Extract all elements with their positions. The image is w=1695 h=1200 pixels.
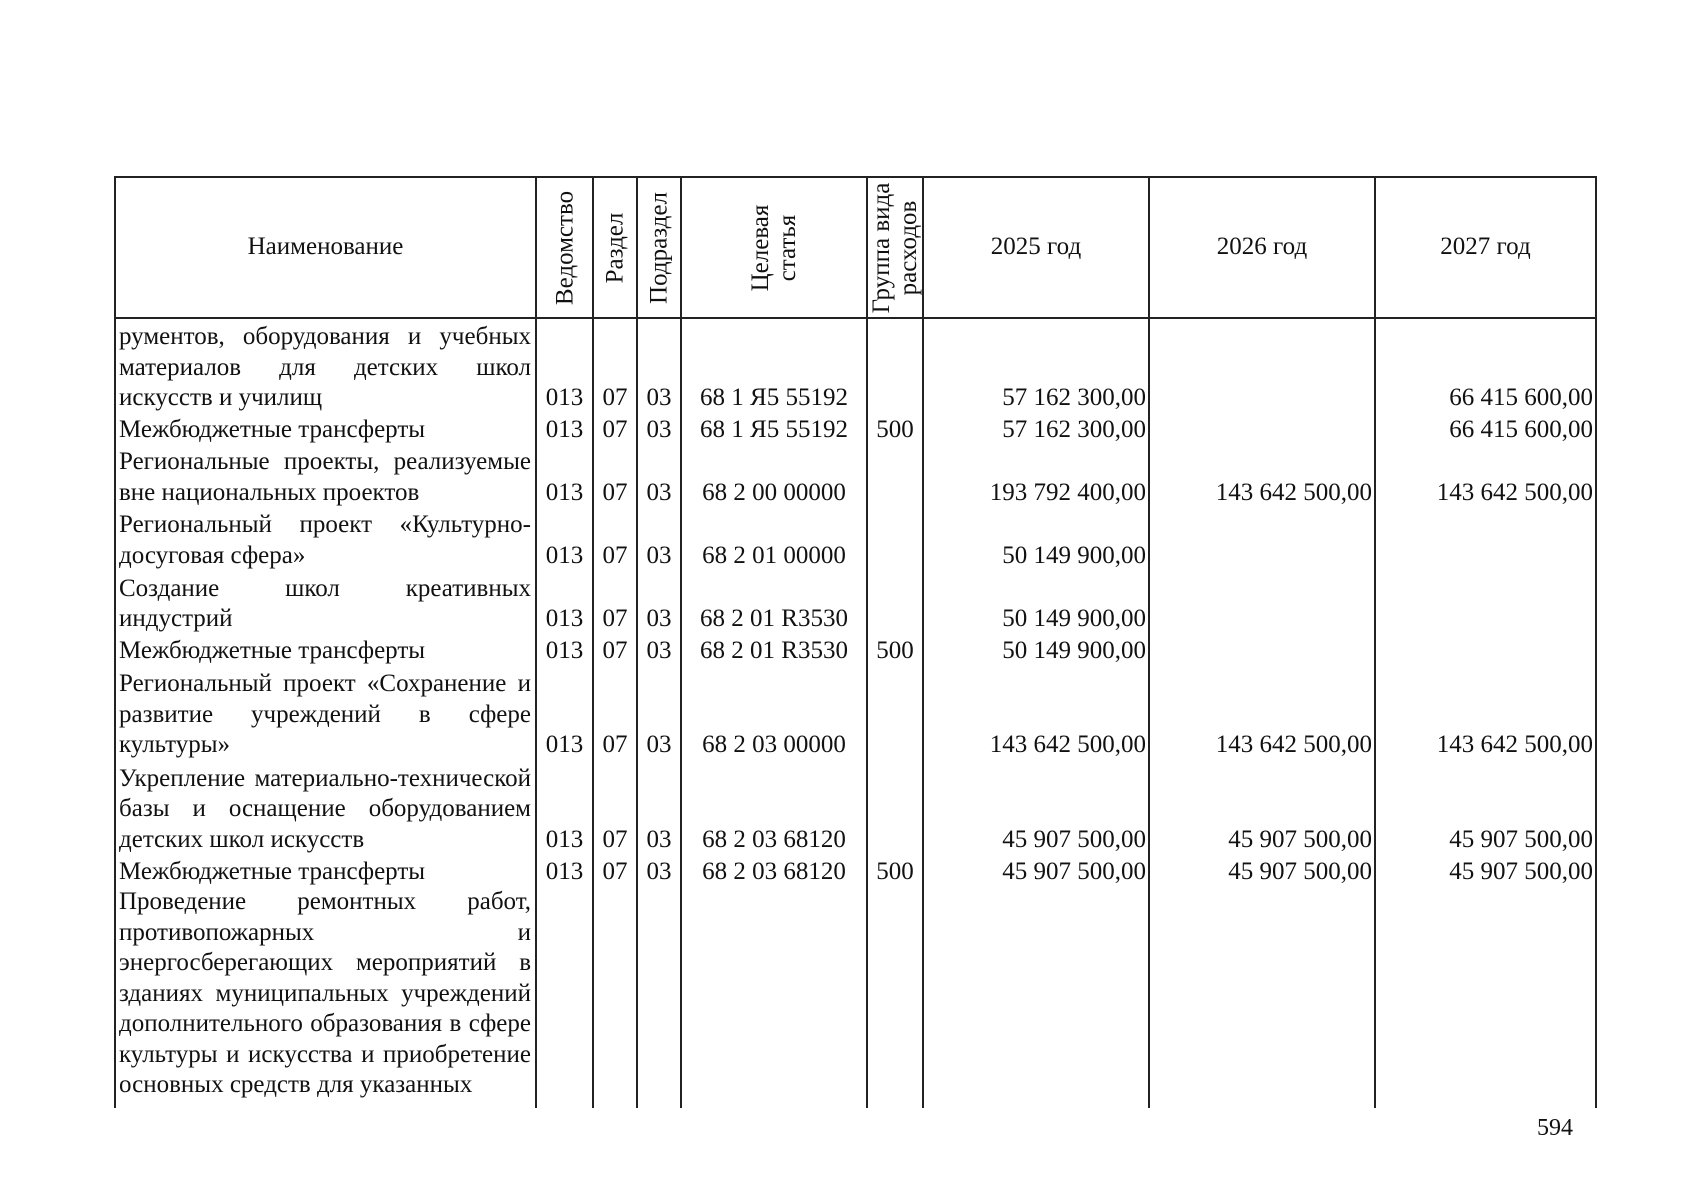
row-podrazdel-cell [637, 887, 681, 1108]
row-2026-cell [1149, 414, 1375, 446]
row-expense-group-cell: 500 [867, 855, 923, 887]
row-2025-cell: 50 149 900,00 [923, 635, 1149, 667]
row-razdel-cell [593, 887, 637, 1108]
header-2027: 2027 год [1375, 177, 1596, 318]
row-podrazdel-cell: 03 [637, 571, 681, 634]
row-2025-cell: 45 907 500,00 [923, 761, 1149, 856]
header-2025: 2025 год [923, 177, 1149, 318]
row-name-cell: Создание школ креативных индустрий [115, 571, 536, 634]
table-row [115, 508, 1596, 571]
row-2027-cell [1375, 635, 1596, 667]
header-2026: 2026 год [1149, 177, 1375, 318]
row-name-cell: Межбюджетные трансферты [115, 855, 536, 887]
row-2027-cell [1375, 508, 1596, 571]
row-2027-cell: 45 907 500,00 [1375, 761, 1596, 856]
row-2027-cell: 66 415 600,00 [1375, 318, 1596, 414]
row-target-article-cell: 68 1 Я5 55192 [681, 414, 867, 446]
row-2025-cell: 57 162 300,00 [923, 414, 1149, 446]
row-2026-cell [1149, 508, 1375, 571]
row-expense-group-cell [867, 508, 923, 571]
row-name-cell: Межбюджетные трансферты [115, 635, 536, 667]
row-razdel-cell: 07 [593, 761, 637, 856]
header-vedomstvo: Ведомство [536, 177, 593, 318]
row-vedomstvo-cell [536, 887, 593, 1108]
table-row [115, 666, 1596, 761]
row-2027-cell: 143 642 500,00 [1375, 445, 1596, 508]
row-name-cell: Региональный проект «Сохранение и развитие учреждений в сфере культуры» [115, 666, 536, 761]
row-2027-cell [1375, 887, 1596, 1108]
row-vedomstvo-cell: 013 [536, 761, 593, 856]
row-vedomstvo-cell: 013 [536, 318, 593, 414]
row-target-article-cell: 68 1 Я5 55192 [681, 318, 867, 414]
row-expense-group-cell [867, 887, 923, 1108]
row-name-cell: Проведение ремонтных работ, противопожарных и энергосберегающих мероприятий в зданиях муниципальных учреждений дополнительного образования в сфере культуры и искусства и приобретение основных средств для указанных [115, 887, 536, 1108]
row-name-cell: Региональный проект «Культурно-досуговая сфера» [115, 508, 536, 571]
row-target-article-cell: 68 2 03 68120 [681, 761, 867, 856]
row-target-article-cell: 68 2 03 68120 [681, 855, 867, 887]
row-target-article-cell: 68 2 00 00000 [681, 445, 867, 508]
row-name-cell: Укрепление материально-технической базы и оснащение оборудованием детских школ искусств [115, 761, 536, 856]
row-2025-cell: 57 162 300,00 [923, 318, 1149, 414]
row-vedomstvo-cell: 013 [536, 635, 593, 667]
row-razdel-cell: 07 [593, 635, 637, 667]
row-2026-cell [1149, 571, 1375, 634]
row-razdel-cell: 07 [593, 666, 637, 761]
table-row [115, 445, 1596, 508]
row-name-cell: рументов, оборудования и учебных материалов для детских школ искусств и училищ [115, 318, 536, 414]
row-2026-cell [1149, 635, 1375, 667]
row-2025-cell [923, 887, 1149, 1108]
row-2026-cell [1149, 887, 1375, 1108]
table-row [115, 635, 1596, 667]
budget-table [114, 176, 1597, 1108]
table-row [115, 571, 1596, 634]
row-target-article-cell: 68 2 01 00000 [681, 508, 867, 571]
row-expense-group-cell [867, 761, 923, 856]
row-target-article-cell: 68 2 01 R3530 [681, 571, 867, 634]
header-expense-group: Группа вида расходов [867, 177, 923, 318]
header-razdel: Раздел [593, 177, 637, 318]
row-vedomstvo-cell: 013 [536, 445, 593, 508]
header-row [115, 177, 1596, 318]
row-razdel-cell: 07 [593, 414, 637, 446]
row-razdel-cell: 07 [593, 445, 637, 508]
row-vedomstvo-cell: 013 [536, 414, 593, 446]
row-vedomstvo-cell: 013 [536, 508, 593, 571]
row-2026-cell: 143 642 500,00 [1149, 445, 1375, 508]
row-expense-group-cell [867, 318, 923, 414]
table-row [115, 761, 1596, 856]
row-2026-cell: 45 907 500,00 [1149, 855, 1375, 887]
row-target-article-cell [681, 887, 867, 1108]
row-podrazdel-cell: 03 [637, 414, 681, 446]
row-expense-group-cell: 500 [867, 635, 923, 667]
row-2025-cell: 143 642 500,00 [923, 666, 1149, 761]
table-row [115, 855, 1596, 887]
row-podrazdel-cell: 03 [637, 318, 681, 414]
row-podrazdel-cell: 03 [637, 761, 681, 856]
row-razdel-cell: 07 [593, 318, 637, 414]
row-podrazdel-cell: 03 [637, 855, 681, 887]
row-name-cell: Межбюджетные трансферты [115, 414, 536, 446]
row-2025-cell: 193 792 400,00 [923, 445, 1149, 508]
row-vedomstvo-cell: 013 [536, 571, 593, 634]
row-vedomstvo-cell: 013 [536, 855, 593, 887]
row-2027-cell: 66 415 600,00 [1375, 414, 1596, 446]
table-row [115, 887, 1596, 1108]
table-row [115, 318, 1596, 414]
row-target-article-cell: 68 2 03 00000 [681, 666, 867, 761]
row-2026-cell: 143 642 500,00 [1149, 666, 1375, 761]
row-target-article-cell: 68 2 01 R3530 [681, 635, 867, 667]
table-row [115, 414, 1596, 446]
row-razdel-cell: 07 [593, 855, 637, 887]
row-2027-cell: 143 642 500,00 [1375, 666, 1596, 761]
row-vedomstvo-cell: 013 [536, 666, 593, 761]
row-2026-cell [1149, 318, 1375, 414]
row-podrazdel-cell: 03 [637, 508, 681, 571]
row-razdel-cell: 07 [593, 508, 637, 571]
row-podrazdel-cell: 03 [637, 666, 681, 761]
header-podrazdel: Подраздел [637, 177, 681, 318]
row-2025-cell: 45 907 500,00 [923, 855, 1149, 887]
row-podrazdel-cell: 03 [637, 635, 681, 667]
row-expense-group-cell [867, 445, 923, 508]
row-expense-group-cell [867, 666, 923, 761]
header-name: Наименование [115, 177, 536, 318]
row-razdel-cell: 07 [593, 571, 637, 634]
row-podrazdel-cell: 03 [637, 445, 681, 508]
row-2027-cell [1375, 571, 1596, 634]
row-2025-cell: 50 149 900,00 [923, 571, 1149, 634]
header-target-article: Целевая статья [681, 177, 867, 318]
row-expense-group-cell: 500 [867, 414, 923, 446]
row-2025-cell: 50 149 900,00 [923, 508, 1149, 571]
row-expense-group-cell [867, 571, 923, 634]
page-number: 594 [1537, 1115, 1573, 1141]
row-2026-cell: 45 907 500,00 [1149, 761, 1375, 856]
row-name-cell: Региональные проекты, реализуемые вне национальных проектов [115, 445, 536, 508]
row-2027-cell: 45 907 500,00 [1375, 855, 1596, 887]
